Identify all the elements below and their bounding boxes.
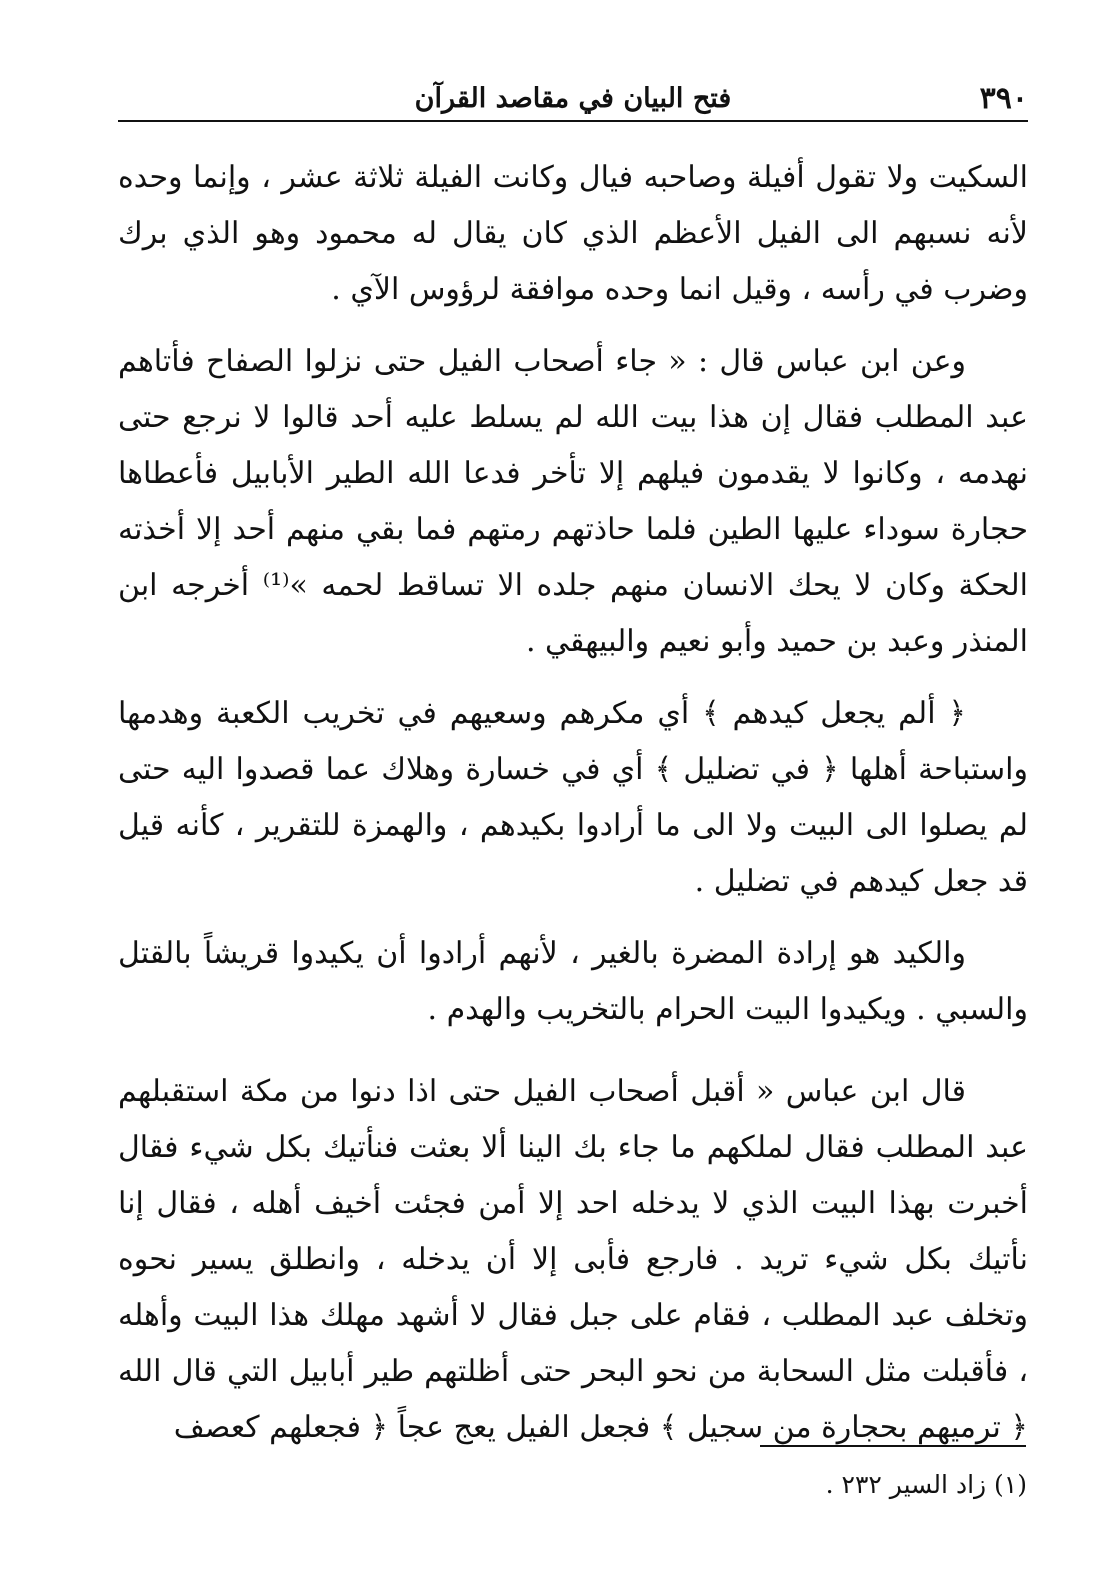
footnote: (١) زاد السير ٢٣٢ .: [825, 1470, 1027, 1499]
body-text: [118, 150, 1028, 1472]
footnote-divider: [760, 1445, 1026, 1447]
paragraph-4: والكيد هو إرادة المضرة بالغير ، لأنهم أرادوا أن يكيدوا قريشاً بالقتل والسبي . ويكيدوا البيت الحرام بالتخريب والهدم .: [118, 936, 1028, 1027]
paragraph-5: قال ابن عباس « أقبل أصحاب الفيل حتى اذا دنوا من مكة استقبلهم عبد المطلب فقال لملكهم ما جاء بك الينا ألا بعثت فنأتيك بكل شيء فقال أخبرت بهذا البيت الذي لا يدخله احد إلا أمن فجئت أخيف أهله ، فقال إنا نأتيك بكل شيء تريد . فارجع فأبى إلا أن يدخله ، وانطلق يسير نحوه وتخلف عبد المطلب ، فقام على جبل فقال لا أشهد مهلك هذا البيت وأهله ، فأقبلت مثل السحابة من نحو البحر حتى أظلتهم طير أبابيل التي قال الله ﴿ ترميهم بحجارة من سجيل ﴾ فجعل الفيل يعج عجاً ﴿ فجعلهم كعصف: [118, 1074, 1028, 1445]
page-header: [118, 78, 1028, 122]
running-title: فتح البيان في مقاصد القرآن: [414, 83, 732, 114]
paragraph-2: وعن ابن عباس قال : « جاء أصحاب الفيل حتى نزلوا الصفاح فأتاهم عبد المطلب فقال إن هذا بيت الله لم يسلط عليه أحد قالوا لا نرجع حتى نهدمه ، وكانوا لا يقدمون فيلهم إلا تأخر فدعا الله الطير الأبابيل فأعطاها حجارة سوداء عليها الطين فلما حاذتهم رمتهم فما بقي منهم أحد إلا أخذته الحكة وكان لا يحك الانسان منهم جلده الا تساقط لحمه »⁽¹⁾ أخرجه ابن المنذر وعبد بن حميد وأبو نعيم والبيهقي .: [118, 344, 1028, 659]
paragraph-1: السكيت ولا تقول أفيلة وصاحبه فيال وكانت الفيلة ثلاثة عشر ، وإنما وحده لأنه نسبهم الى الفيل الأعظم الذي كان يقال له محمود وهو الذي برك وضرب في رأسه ، وقيل انما وحده موافقة لرؤوس الآي .: [118, 160, 1028, 307]
page-number: ٣٩٠: [979, 81, 1028, 116]
paragraph-3: ﴿ ألم يجعل كيدهم ﴾ أي مكرهم وسعيهم في تخريب الكعبة وهدمها واستباحة أهلها ﴿ في تضليل ﴾ أي في خسارة وهلاك عما قصدوا اليه حتى لم يصلوا الى البيت ولا الى ما أرادوا بكيدهم ، والهمزة للتقرير ، كأنه قيل قد جعل كيدهم في تضليل .: [118, 696, 1028, 899]
